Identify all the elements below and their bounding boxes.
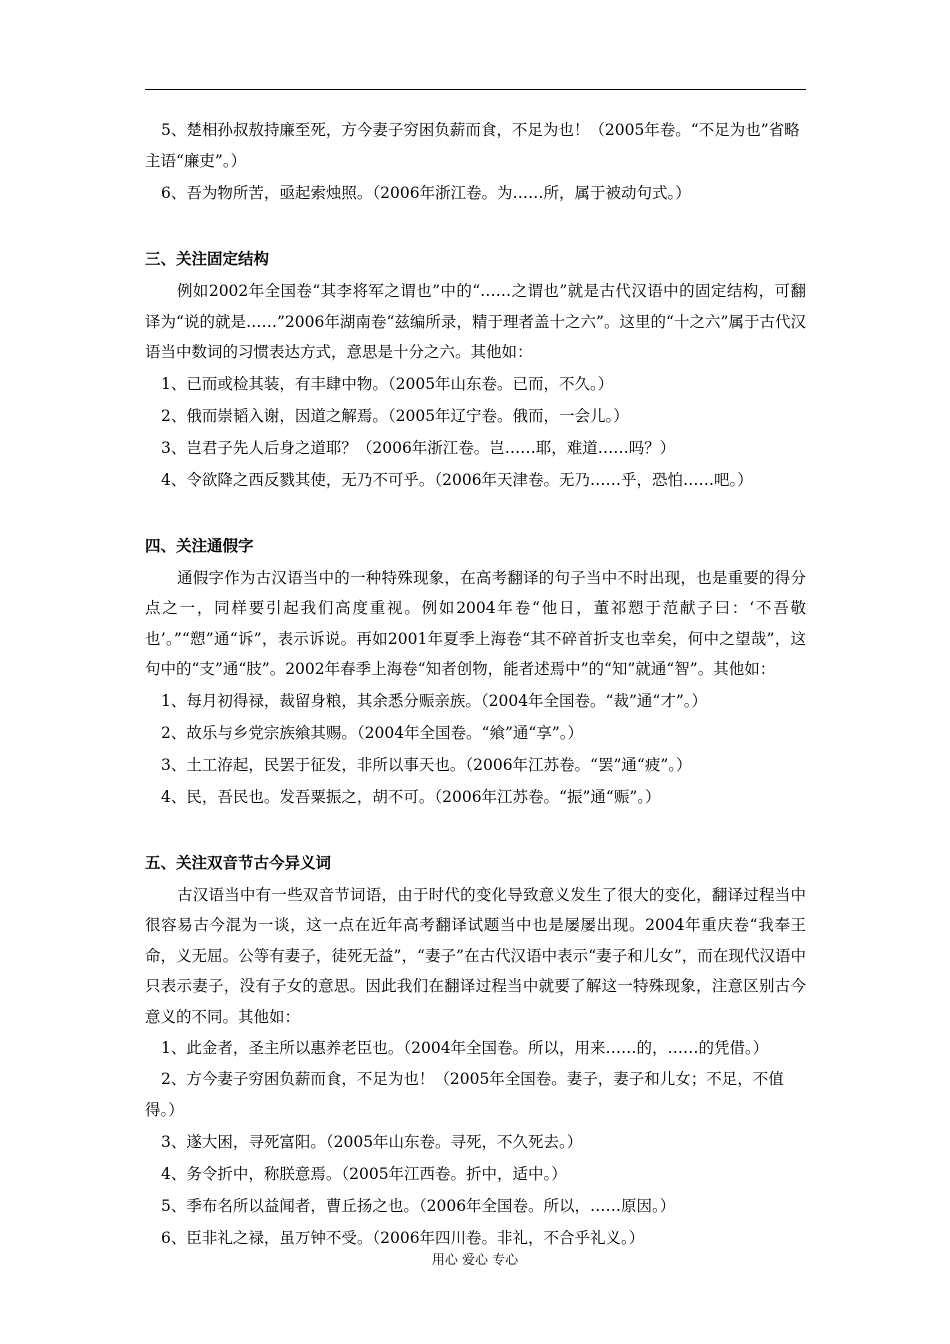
section-intro: 古汉语当中有一些双音节词语，由于时代的变化导致意义发生了很大的变化，翻译过程当中很容易古今混为一谈，这一点在近年高考翻译试题当中也是屡屡出现。2004年重庆卷“我奉王命，义无屈。公等有妻子，徒死无益”，“妻子”在古代汉语中表示“妻子和儿女”，而在现代汉语中只表示妻子，没有子女的意思。因此我们在翻译过程当中就要了解这一特殊现象，注意区别古今意义的不同。其他如： (145, 885, 806, 1026)
list-item: 5、季布名所以益闻者，曹丘扬之也。（2006年全国卷。所以，……原因。） (161, 1197, 676, 1215)
list-item: 4、民，吾民也。发吾粟振之，胡不可。（2006年江苏卷。“振”通“赈”。） (161, 787, 661, 806)
list-item: 5、楚相孙叔敖持廉至死，方今妻子穷困负薪而食，不足为也！（2005年卷。“不足为也”省略主语“廉吏”。） (145, 121, 800, 170)
list-item: 2、方今妻子穷困负薪而食，不足为也！（2005年全国卷。妻子，妻子和儿女；不足，不值得。） (145, 1070, 784, 1119)
list-item: 1、已而或检其装，有丰肆中物。（2005年山东卷。已而，不久。） (161, 374, 614, 393)
document-body (145, 115, 806, 1254)
list-item: 6、臣非礼之禄，虽万钟不受。（2006年四川卷。非礼，不合乎礼义。） (161, 1229, 645, 1247)
list-item: 3、土工洊起，民罢于征发，非所以事天也。（2006年江苏卷。“罢”通“疲”。） (161, 755, 692, 774)
list-item: 6、吾为物所苦，亟起索烛照。（2006年浙江卷。为……所，属于被动句式。） (161, 184, 691, 202)
list-item: 3、岂君子先人后身之道耶？（2006年浙江卷。岂……耶，难道……吗？） (161, 438, 676, 457)
list-item: 4、令欲降之西反戮其使，无乃不可乎。（2006年天津卷。无乃……乎，恐怕……吧。） (161, 470, 753, 489)
list-item: 2、故乐与乡党宗族飨其赐。（2004年全国卷。“飨”通“享”。） (161, 723, 584, 742)
section-disyllabic-words (145, 848, 806, 1255)
header-rule (145, 89, 806, 90)
section-tongjiazi (145, 531, 806, 813)
section-heading: 三、关注固定结构 (145, 250, 270, 268)
list-item: 1、每月初得禄，裁留身粮，其余悉分赈亲族。（2004年全国卷。“裁”通“才”。） (161, 691, 708, 710)
list-item: 4、务令折中，称朕意焉。（2005年江西卷。折中，适中。） (161, 1165, 567, 1183)
section-heading: 四、关注通假字 (145, 536, 254, 555)
section-intro: 通假字作为古汉语当中的一种特殊现象，在高考翻译的句子当中不时出现，也是重要的得分点之一，同样要引起我们高度重视。例如2004年卷“他日，董祁愬于范献子曰：‘不吾敬也’。”“愬”通“诉”，表示诉说。再如2001年夏季上海卷“其不碎首折支也幸矣，何中之望哉”，这句中的“支”通“肢”。2002年春季上海卷“知者创物，能者述焉中”的“知”就通“智”。其他如： (145, 568, 806, 678)
section-intro: 例如2002年全国卷“其李将军之谓也”中的“……之谓也”就是古代汉语中的固定结构，可翻译为“说的就是……”2006年湖南卷“兹编所录，精于理者盖十之六”。这里的“十之六”属于古代汉语当中数词的习惯表达方式，意思是十分之六。其他如： (145, 282, 806, 361)
list-item: 1、此金者，圣主所以惠养老臣也。（2004年全国卷。所以，用来……的，……的凭借。） (161, 1039, 769, 1057)
section-fixed-structures (145, 244, 806, 496)
section-heading: 五、关注双音节古今异义词 (145, 853, 332, 872)
page-footer: 用心 爱心 专心 (431, 1253, 519, 1268)
list-item: 2、俄而崇韬入谢，因道之解焉。（2005年辽宁卷。俄而，一会儿。） (161, 406, 629, 425)
list-item: 3、遂大困，寻死富阳。（2005年山东卷。寻死，不久死去。） (161, 1133, 583, 1151)
